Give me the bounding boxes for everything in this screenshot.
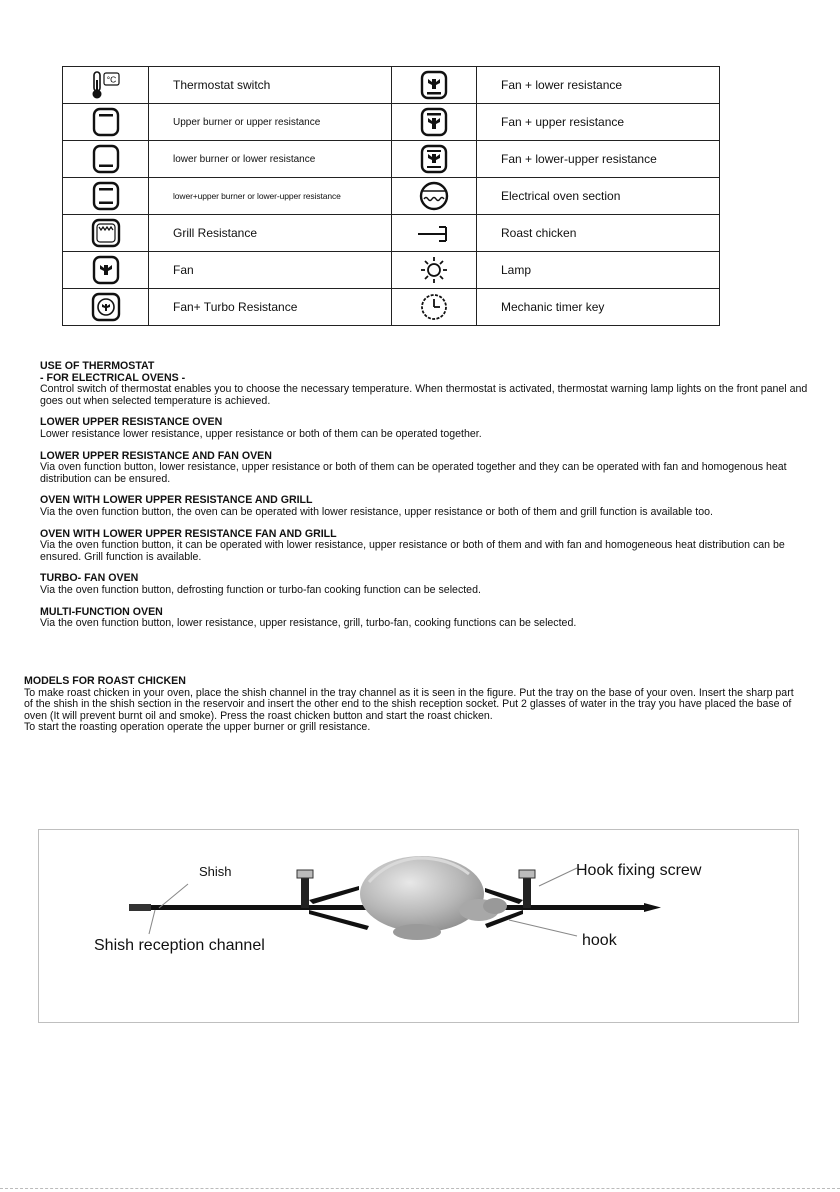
fan-lower-upper-resistance-icon (392, 141, 477, 178)
legend-label: Fan + lower-upper resistance (477, 141, 720, 178)
legend-label: Lamp (477, 252, 720, 289)
legend-label: Fan + upper resistance (477, 104, 720, 141)
thermostat-icon (63, 67, 149, 104)
legend-row (63, 289, 720, 326)
section-title: LOWER UPPER RESISTANCE OVEN (40, 416, 223, 429)
mechanic-timer-icon (392, 289, 477, 326)
shish-tip (644, 903, 661, 912)
shish-reception-channel-label: Shish reception channel (94, 937, 265, 954)
roast-chicken-icon (392, 215, 477, 252)
legend-row (63, 67, 720, 104)
electrical-oven-section-icon (392, 178, 477, 215)
section-body: Via the oven function button, lower resistance, upper resistance, grill, turbo-fan, cooking functions can be selected. (40, 617, 577, 630)
rotisserie-illustration (39, 830, 798, 1022)
legend-label: lower+upper burner or lower-upper resistance (149, 178, 392, 215)
shish-label: Shish (199, 864, 232, 879)
legend-label: Roast chicken (477, 215, 720, 252)
legend-label: Fan+ Turbo Resistance (149, 289, 392, 326)
section-body: Lower resistance lower resistance, upper resistance or both of them can be operated together. (40, 427, 482, 440)
shish-end (129, 904, 151, 911)
roast-chicken-figure (38, 829, 799, 1023)
hook-label: hook (582, 932, 617, 949)
fan-upper-resistance-icon (392, 104, 477, 141)
celsius-unit: °C (106, 74, 116, 85)
fan-turbo-resistance-icon (63, 289, 149, 326)
hook-fixing-screw-label: Hook fixing screw (576, 862, 702, 879)
section-grill-oven (40, 495, 810, 518)
legend-label: Electrical oven section (477, 178, 720, 215)
section-turbo-fan-oven (40, 573, 810, 596)
leader-line-channel (149, 910, 155, 934)
section-body: Via oven function button, lower resistance, upper resistance or both of them can be operated together and they can be operated with fan and homogenous heat distribution can be ensured. (40, 461, 787, 485)
lamp-icon (392, 252, 477, 289)
fan-icon (63, 252, 149, 289)
section-body: To make roast chicken in your oven, place the shish channel in the tray channel as it is seen in the figure. Put the tray on the base of your oven. Insert the sharp part of the shish in the shish section in the reservoir and insert the other end to the shish reception socket. Put 2 glasses of water in the tray you have placed the base of oven (It will prevent burnt oil and smoke). Press the roast chicken button and start the roast chicken. (24, 686, 794, 722)
chicken (360, 856, 507, 940)
section-title: OVEN WITH LOWER UPPER RESISTANCE AND GRILL (40, 494, 313, 507)
leader-line-hook (509, 920, 577, 936)
left-hook (297, 870, 369, 930)
lower-upper-resistance-icon (63, 178, 149, 215)
section-title: LOWER UPPER RESISTANCE AND FAN OVEN (40, 449, 272, 462)
legend-row (63, 252, 720, 289)
page-edge-divider (0, 1188, 840, 1189)
section-title: MODELS FOR ROAST CHICKEN (24, 675, 186, 687)
lower-resistance-icon (63, 141, 149, 178)
section-title: MULTI-FUNCTION OVEN (40, 605, 163, 618)
legend-label: Mechanic timer key (477, 289, 720, 326)
legend-label: Fan (149, 252, 392, 289)
section-title: USE OF THERMOSTAT (40, 360, 155, 372)
section-body: Via the oven function button, defrosting function or turbo-fan cooking function can be selected. (40, 583, 481, 596)
section-fan-grill-oven (40, 529, 810, 564)
section-multi-function-oven (40, 607, 810, 630)
symbol-legend-table (62, 66, 720, 326)
legend-label: Thermostat switch (149, 67, 392, 104)
legend-row (63, 215, 720, 252)
section-body: Via the oven function button, the oven can be operated with lower resistance, upper resistance or both of them and grill function is available too. (40, 505, 713, 518)
section-lower-upper-oven (40, 417, 810, 440)
section-roast-chicken (24, 676, 804, 734)
legend-label: Fan + lower resistance (477, 67, 720, 104)
section-body-2: To start the roasting operation operate the upper burner or grill resistance. (24, 721, 371, 734)
upper-resistance-icon (63, 104, 149, 141)
instructions-body (40, 361, 810, 640)
section-title: OVEN WITH LOWER UPPER RESISTANCE FAN AND GRILL (40, 527, 337, 540)
legend-row (63, 104, 720, 141)
section-body: Control switch of thermostat enables you to choose the necessary temperature. When thermostat is activated, thermostat warning lamp lights on the front panel and goes out when selected temperature is achieved. (40, 383, 808, 407)
fan-lower-resistance-icon (392, 67, 477, 104)
legend-row (63, 178, 720, 215)
section-subtitle: - FOR ELECTRICAL OVENS - (40, 371, 186, 384)
legend-label: Grill Resistance (149, 215, 392, 252)
section-body: Via the oven function button, it can be operated with lower resistance, upper resistance or both of them and with fan and homogeneous heat distribution can be ensured. Grill function is available. (40, 539, 785, 563)
section-thermostat (40, 361, 810, 407)
leader-line-screw (539, 868, 577, 886)
legend-row (63, 141, 720, 178)
legend-label: Upper burner or upper resistance (149, 104, 392, 141)
legend-label: lower burner or lower resistance (149, 141, 392, 178)
section-fan-oven (40, 451, 810, 486)
section-title: TURBO- FAN OVEN (40, 572, 139, 585)
leader-line-shish (159, 884, 188, 908)
grill-resistance-icon (63, 215, 149, 252)
